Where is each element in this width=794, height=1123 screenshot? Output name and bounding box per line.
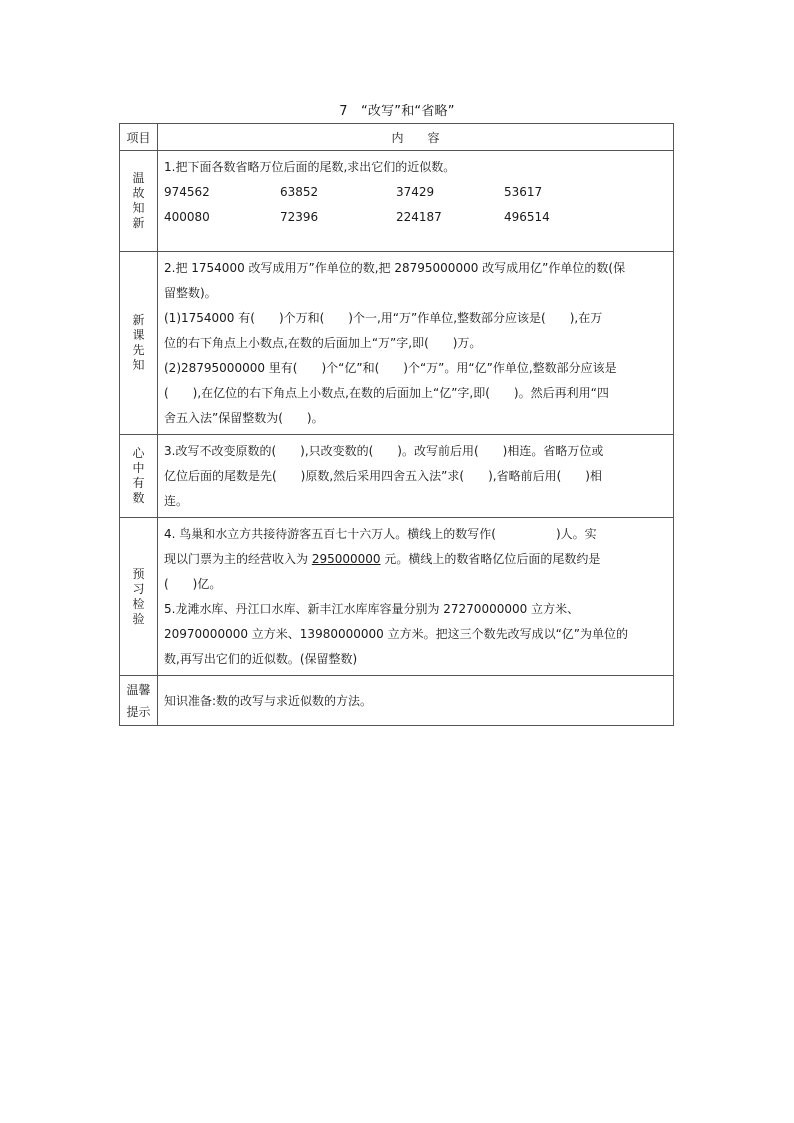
question-2-line: (1)1754000 有( )个万和( )个一,用“万”作单位,整数部分应该是( ),在万: [164, 311, 603, 325]
question-3-line: 3.改写不改变原数的( ),只改变数的( )。改写前后用( )相连。省略万位或: [164, 444, 604, 458]
underlined-number: 295000000: [311, 552, 381, 566]
header-row: [120, 124, 674, 151]
question-5-line: 5.龙滩水库、丹江口水库、新丰江水库库容量分别为 27270000000 立方米、: [164, 602, 580, 616]
question-5-line: 20970000000 立方米、13980000000 立方米。把这三个数先改写成以“亿”为单位的: [164, 627, 629, 641]
question-2-line: (2)28795000000 里有( )个“亿”和( )个“万”。用“亿”作单位,整数部分应该是: [164, 361, 617, 375]
question-4-line: 4. 鸟巢和水立方共接待游客五百七十六万人。横线上的数写作( )人。实: [164, 527, 597, 541]
question-3-line: 连。: [164, 494, 189, 508]
question-1: 1.把下面各数省略万位后面的尾数,求出它们的近似数。: [164, 160, 456, 174]
header-content: 内 容: [158, 124, 674, 151]
question-2-line: ( ),在亿位的右下角点上小数点,在数的后面加上“亿”字,即( )。然后再利用“四: [164, 386, 609, 400]
question-3-line: 亿位后面的尾数是先( )原数,然后采用四舍五入法”求( ),省略前后用( )相: [164, 469, 602, 483]
new-content: [158, 252, 674, 435]
review-content: [158, 151, 674, 252]
section-label-new: 新 课 先 知: [120, 252, 158, 435]
mind-content: [158, 435, 674, 518]
preview-row: [120, 518, 674, 676]
numbers-row-1: 974562 63852 37429 53617: [164, 185, 543, 199]
tip-row: [120, 676, 674, 726]
question-5-line: 数,再写出它们的近似数。(保留整数): [164, 652, 358, 666]
question-2-line: 留整数)。: [164, 286, 217, 300]
new-row: [120, 252, 674, 435]
section-label-mind: 心 中 有 数: [120, 435, 158, 518]
mind-row: [120, 435, 674, 518]
section-label-review: 温 故 知 新: [120, 151, 158, 252]
numbers-row-2: 400080 72396 224187 496514: [164, 210, 550, 224]
section-label-tip: 温馨 提示: [120, 676, 158, 726]
preview-content: [158, 518, 674, 676]
question-4-line: 现以门票为主的经营收入为 295000000 元。横线上的数省略亿位后面的尾数约是: [164, 552, 601, 566]
lesson-table: [119, 123, 674, 726]
question-2-line: 位的右下角点上小数点,在数的后面加上“万”字,即( )万。: [164, 336, 482, 350]
question-4-line: ( )亿。: [164, 577, 222, 591]
review-row: [120, 151, 674, 252]
question-2-line: 舍五入法”保留整数为( )。: [164, 411, 324, 425]
section-label-preview: 预 习 检 验: [120, 518, 158, 676]
page-title: 7 “改写”和“省略”: [339, 104, 455, 119]
header-item: 项目: [120, 124, 158, 151]
question-2-line: 2.把 1754000 改写成用万”作单位的数,把 28795000000 改写成用亿”作单位的数(保: [164, 261, 626, 275]
tip-text: 知识准备:数的改写与求近似数的方法。: [158, 676, 674, 726]
